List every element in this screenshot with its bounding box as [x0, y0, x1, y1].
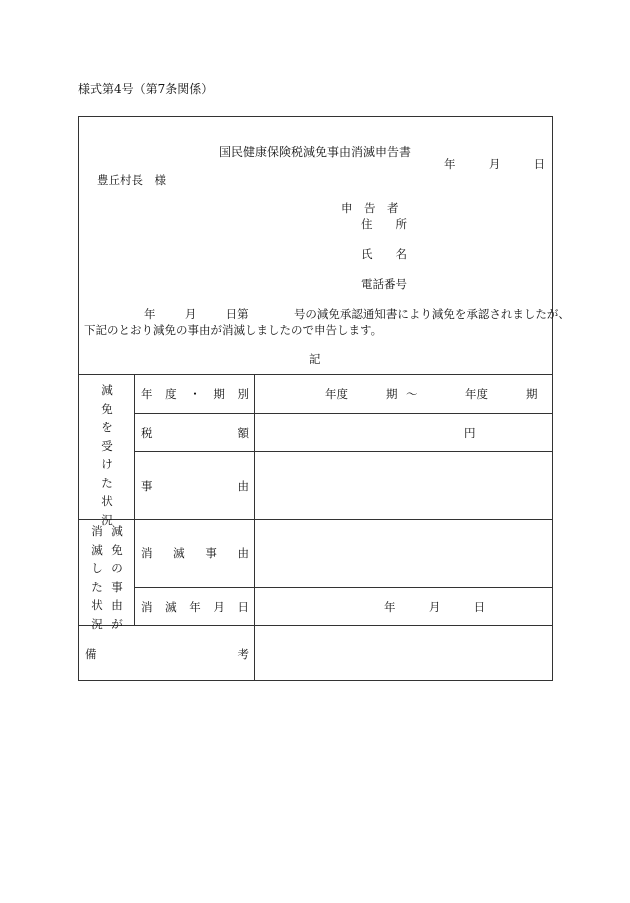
period-tilde: ～: [406, 387, 418, 401]
address-label: 住 所: [361, 217, 407, 231]
declaration-form-box: [78, 116, 570, 681]
date-day-label: 日: [533, 157, 546, 171]
submission-date: [444, 156, 545, 172]
grid-line: [79, 519, 552, 520]
label-char: 日: [237, 600, 249, 614]
section1-label-char: 況: [101, 512, 113, 527]
tax-amount-label: [141, 425, 249, 441]
extinction-date-value[interactable]: [384, 599, 485, 615]
remarks-label: [85, 646, 249, 662]
remarks-field[interactable]: [256, 627, 550, 678]
grid-line: [254, 374, 255, 680]
label-char: 考: [237, 647, 249, 661]
grid-line: [134, 451, 552, 452]
section2-label-char: が: [111, 616, 123, 631]
period-ki-1: 期: [386, 387, 398, 401]
section1-label-char: を: [101, 420, 113, 434]
period-ki-2: 期: [526, 387, 538, 401]
section1-label-char: 免: [101, 401, 113, 416]
reason-label: [141, 478, 249, 494]
phone-label: 電話番号: [361, 277, 407, 291]
period-nendo-1: 年度: [325, 387, 348, 401]
body-day-label: 日第: [225, 307, 249, 321]
label-char: 年: [141, 387, 153, 401]
grid-line: [134, 374, 135, 625]
label-char: 額: [237, 426, 249, 440]
section2-label-char: 況: [91, 616, 103, 631]
extinction-month-label: 月: [428, 600, 441, 614]
body-line-2: 下記のとおり減免の事由が消滅しましたので申告します。: [84, 323, 383, 337]
body-year-label: 年: [144, 307, 156, 321]
tax-amount-unit: 円: [464, 426, 476, 440]
label-char: ・: [189, 387, 201, 401]
label-char: 由: [237, 546, 249, 560]
label-char: 消: [141, 546, 153, 560]
label-char: 由: [237, 479, 249, 493]
label-char: 備: [85, 647, 97, 661]
section2-label-col1: [87, 522, 107, 633]
label-char: 事: [141, 479, 153, 493]
body-line-1: [144, 306, 570, 322]
section1-label-char: け: [101, 457, 113, 471]
body-notice-text: 号の減免承認通知書により減免を承認されましたが、: [293, 307, 570, 321]
label-char: 年: [189, 600, 201, 614]
extinction-reason-label: [141, 545, 249, 561]
section2-label-char: 免: [111, 542, 123, 557]
addressee: 豊丘村長 様: [97, 173, 166, 187]
section1-label-char: 状: [101, 494, 113, 508]
period-nendo-2: 年度: [465, 387, 488, 401]
form-title: 国民健康保険税減免事由消滅申告書: [219, 145, 412, 159]
section2-label-char: 減: [111, 524, 123, 538]
grid-line: [79, 625, 552, 626]
section2-label-col2: [107, 522, 127, 633]
label-char: 消: [141, 600, 153, 614]
grid-line: [134, 587, 552, 588]
form-number: 様式第4号（第7条関係）: [78, 82, 214, 96]
label-char: 滅: [173, 546, 185, 560]
date-month-label: 月: [488, 157, 501, 171]
section2-label-char: 由: [111, 598, 123, 612]
label-char: 月: [213, 600, 225, 614]
section2-label-char: の: [111, 561, 123, 575]
declarant-label: 申 告 者: [341, 201, 399, 215]
section1-label-char: た: [101, 475, 113, 490]
section1-label-char: 受: [101, 438, 113, 453]
label-char: 税: [141, 426, 153, 440]
label-char: 期: [213, 387, 225, 401]
section2-label-char: た: [91, 579, 103, 594]
section1-label: [97, 381, 117, 529]
section2-label-char: 事: [111, 579, 123, 594]
extinction-year-label: 年: [384, 600, 396, 614]
section2-label-char: 状: [91, 598, 103, 612]
label-char: 別: [237, 387, 249, 401]
extinction-day-label: 日: [473, 600, 486, 614]
section2-label-char: 滅: [91, 542, 103, 557]
section2-label-char: 消: [91, 524, 103, 538]
reason-field[interactable]: [256, 453, 550, 517]
extinction-reason-field[interactable]: [256, 521, 550, 585]
ki-heading: 記: [309, 352, 321, 366]
extinction-date-label: [141, 599, 249, 615]
body-month-label: 月: [184, 307, 197, 321]
date-year-label: 年: [444, 157, 456, 171]
label-char: 事: [205, 546, 217, 560]
label-char: 度: [165, 387, 177, 401]
section1-label-char: 減: [101, 383, 113, 397]
grid-line: [134, 413, 552, 414]
fiscal-year-period-label: [141, 386, 249, 402]
label-char: 滅: [165, 600, 177, 614]
name-label: 氏 名: [361, 247, 407, 261]
section2-label-char: し: [91, 561, 103, 575]
grid-line: [79, 374, 552, 375]
